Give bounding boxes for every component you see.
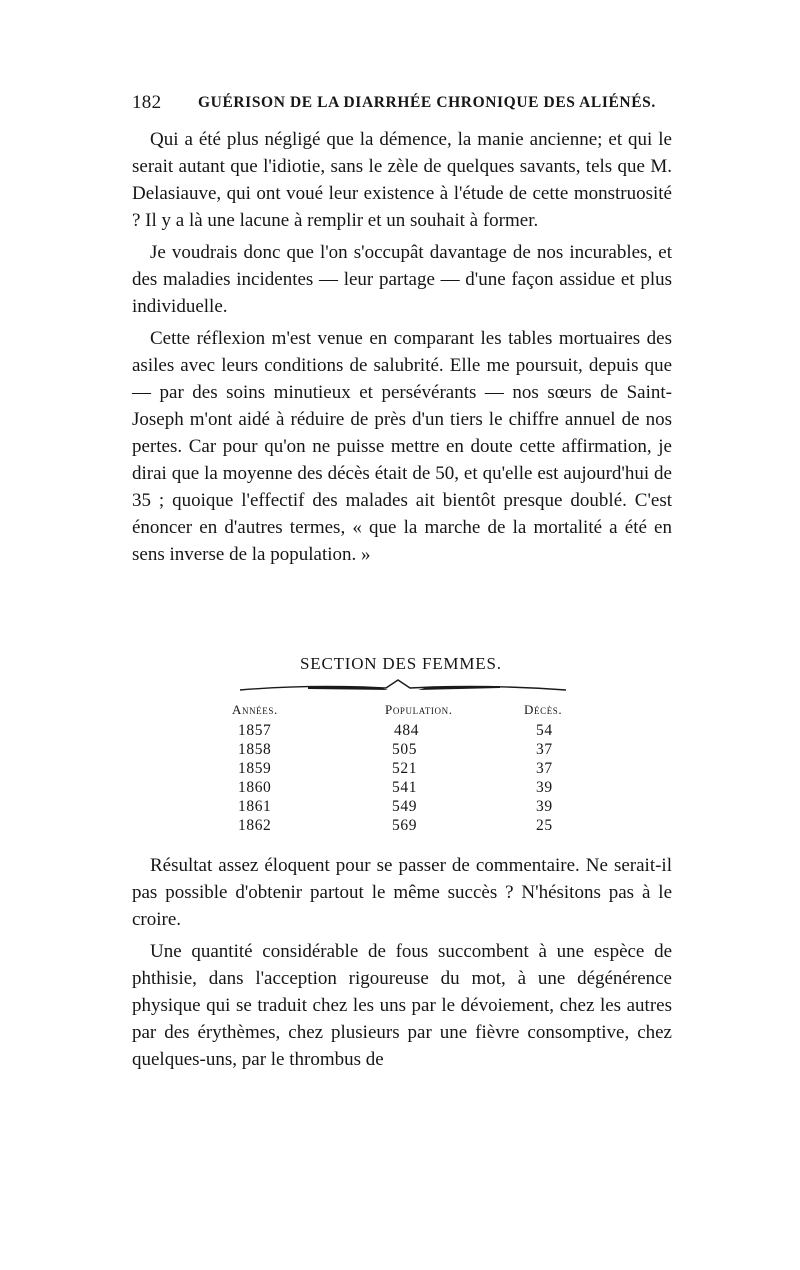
- table-cell-deaths: 39: [536, 779, 553, 796]
- table-cell-year: 1858: [238, 741, 272, 758]
- table-cell-deaths: 25: [536, 817, 553, 834]
- page-number: 182: [132, 92, 162, 113]
- table-cell-year: 1860: [238, 779, 272, 796]
- table-title: SECTION DES FEMMES.: [300, 654, 502, 673]
- paragraph: Qui a été plus négligé que la démence, la manie ancienne; et qui le serait autant que l'idiotie, sans le zèle de quelques savants, tels que M. Delasiauve, qui ont voué leur existence à l'étude de cette monstruosité ? Il y a là une lacune à remplir et un souhait à former.: [132, 129, 672, 231]
- table-cell-population: 541: [392, 779, 418, 796]
- lower-text-block: [132, 852, 672, 1078]
- table-cell-year: 1857: [238, 722, 272, 739]
- upper-text-block: [132, 126, 672, 573]
- mortality-table: [0, 650, 800, 840]
- table-cell-year: 1862: [238, 817, 272, 834]
- column-header-population: Population.: [385, 702, 453, 717]
- table-cell-year: 1861: [238, 798, 272, 815]
- running-title: GUÉRISON DE LA DIARRHÉE CHRONIQUE DES ALIÉNÉS.: [198, 94, 656, 111]
- paragraph: Une quantité considérable de fous succombent à une espèce de phthisie, dans l'acception rigoureuse du mot, à une dégénérence physique qui se traduit chez les uns par le dévoiement, chez les autres par des érythèmes, chez plusieurs par une fièvre consomptive, chez quelques-uns, par le thrombus de: [132, 941, 672, 1070]
- paragraph: Résultat assez éloquent pour se passer de commentaire. Ne serait-il pas possible d'obtenir partout le même succès ? N'hésitons pas à le croire.: [132, 855, 672, 930]
- table-cell-population: 505: [392, 741, 418, 758]
- table-cell-deaths: 39: [536, 798, 553, 815]
- table-cell-year: 1859: [238, 760, 272, 777]
- paragraph: Cette réflexion m'est venue en comparant les tables mortuaires des asiles avec leurs conditions de salubrité. Elle me poursuit, depuis que — par des soins minutieux et persévérants — nos sœurs de Saint-Joseph m'ont aidé à réduire de près d'un tiers le chiffre annuel de nos pertes. Car pour qu'on ne puisse mettre en doute cette affirmation, je dirai que la moyenne des décès était de 50, et qu'elle est aujourd'hui de 35 ; quoique l'effectif des malades ait bientôt presque doublé. C'est énoncer en d'autres termes, « que la marche de la mortalité a été en sens inverse de la population. »: [132, 328, 672, 565]
- table-cell-deaths: 54: [536, 722, 553, 739]
- table-cell-population: 484: [394, 722, 420, 739]
- table-cell-deaths: 37: [536, 760, 553, 777]
- table-cell-population: 521: [392, 760, 418, 777]
- running-head: [132, 92, 672, 116]
- column-header-deces: Décès.: [524, 702, 563, 717]
- table-cell-population: 569: [392, 817, 418, 834]
- table-cell-deaths: 37: [536, 741, 553, 758]
- table-cell-population: 549: [392, 798, 418, 815]
- paragraph: Je voudrais donc que l'on s'occupât davantage de nos incurables, et des maladies incidentes — leur partage — d'une façon assidue et plus individuelle.: [132, 242, 672, 317]
- brace-ornament: [238, 676, 568, 696]
- column-header-annees: Années.: [232, 702, 278, 717]
